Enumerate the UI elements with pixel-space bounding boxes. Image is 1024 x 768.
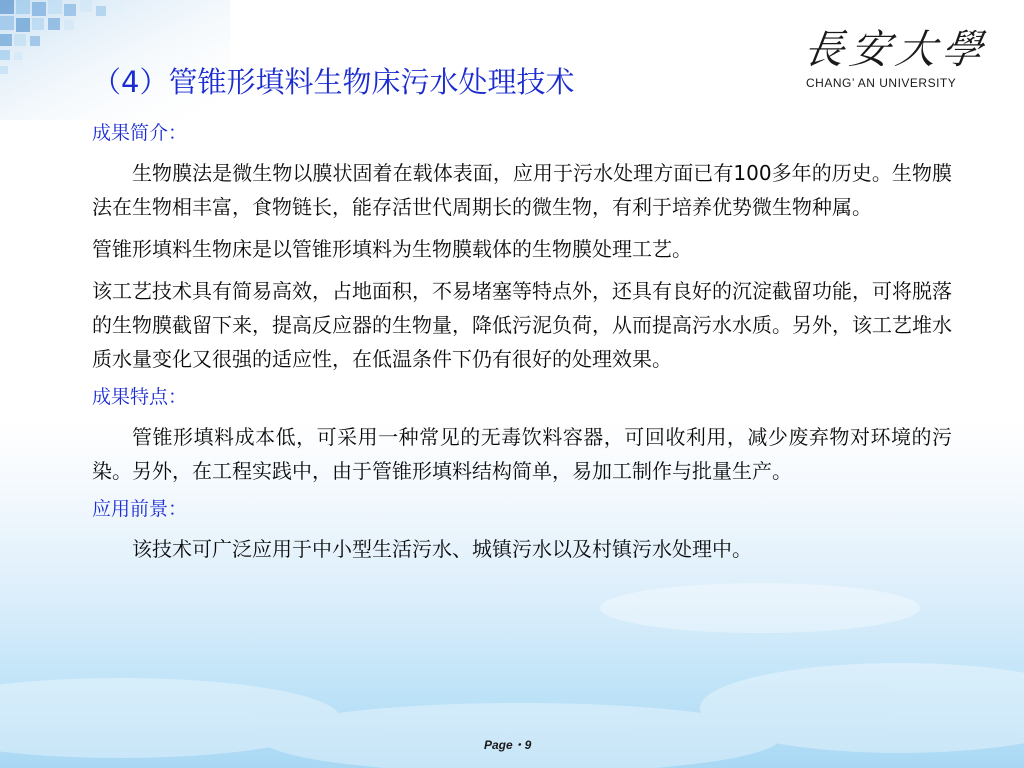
section-heading-prospect: 应用前景：	[92, 498, 188, 520]
section-heading-features: 成果特点：	[92, 386, 188, 408]
slide-content	[92, 118, 952, 574]
corner-mosaic-decoration	[0, 0, 230, 120]
intro-paragraph-1: 生物膜法是微生物以膜状固着在载体表面，应用于污水处理方面已有100多年的历史。生物膜法在生物相丰富，食物链长，能存活世代周期长的微生物，有利于培养优势微生物种属。	[92, 161, 952, 219]
intro-paragraph-3: 该工艺技术具有简易高效，占地面积，不易堵塞等特点外，还具有良好的沉淀截留功能，可将脱落的生物膜截留下来，提高反应器的生物量，降低污泥负荷，从而提高污水水质。另外，该工艺堆水质水量变化又很强的适应性，在低温条件下仍有很好的处理效果。	[92, 279, 952, 371]
section-heading-intro: 成果简介：	[92, 122, 188, 144]
logo-chinese-text: 長安大學	[800, 27, 992, 73]
university-logo	[800, 24, 990, 96]
features-paragraph: 管锥形填料成本低，可采用一种常见的无毒饮料容器，可回收利用，减少废弃物对环境的污染。另外，在工程实践中，由于管锥形填料结构简单，易加工制作与批量生产。	[92, 425, 952, 483]
intro-paragraph-2: 管锥形填料生物床是以管锥形填料为生物膜载体的生物膜处理工艺。	[92, 237, 692, 261]
page-number: Page・9	[484, 738, 532, 752]
prospect-paragraph: 该技术可广泛应用于中小型生活污水、城镇污水以及村镇污水处理中。	[132, 537, 752, 561]
slide-title: （4）管锥形填料生物床污水处理技术	[92, 65, 575, 99]
logo-english-text: CHANG’ AN UNIVERSITY	[806, 76, 957, 90]
